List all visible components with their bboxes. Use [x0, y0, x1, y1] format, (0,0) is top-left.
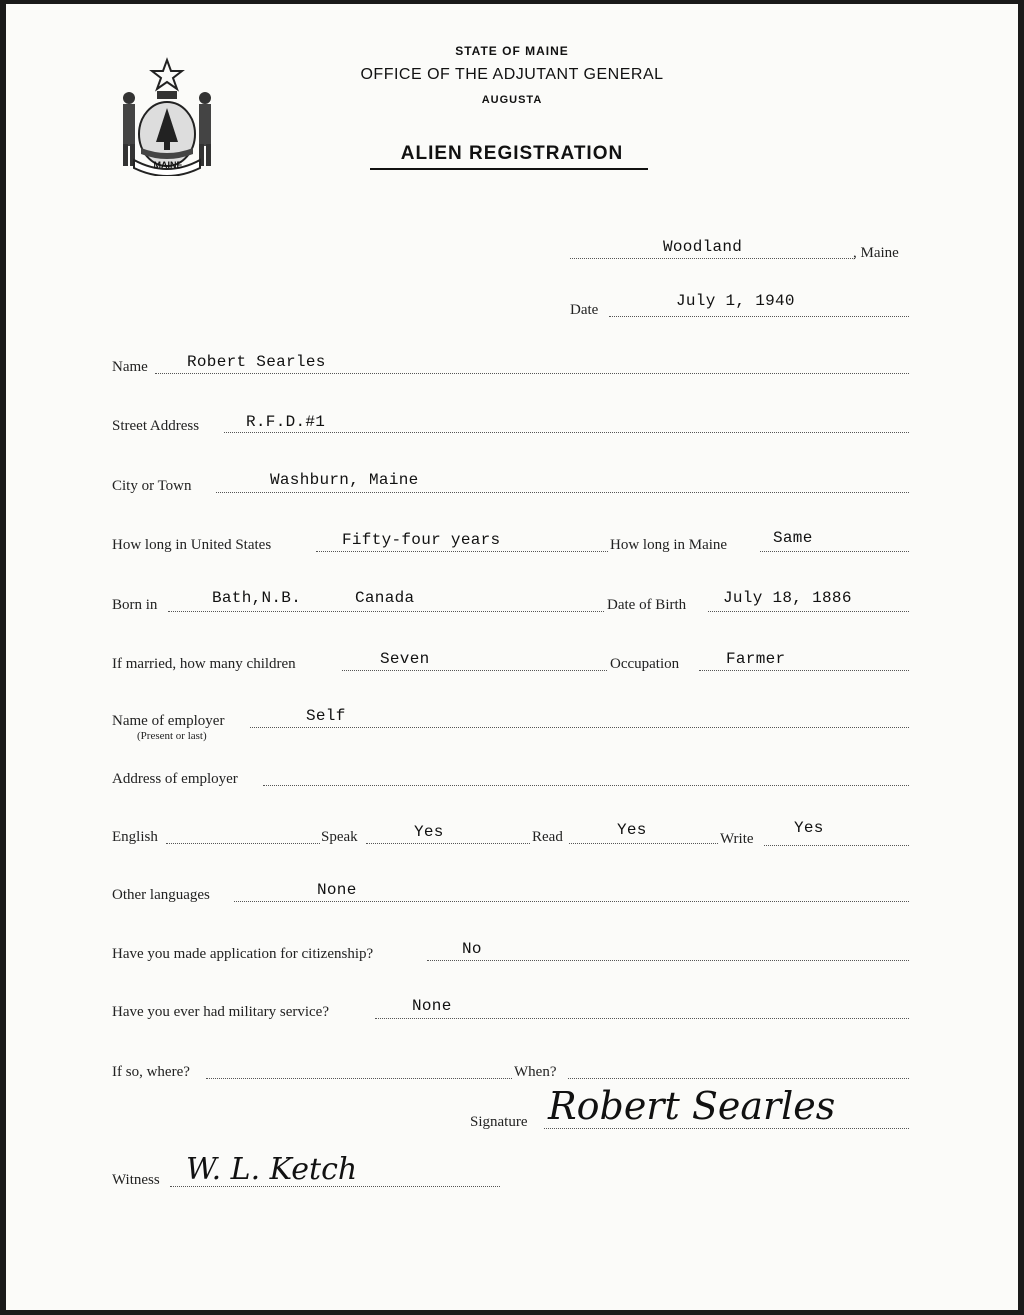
street-value: R.F.D.#1	[246, 413, 326, 431]
children-label: If married, how many children	[112, 656, 296, 672]
city-value: Washburn, Maine	[270, 471, 419, 489]
born-in-place-value: Bath,N.B.	[212, 589, 302, 607]
street-line	[224, 432, 909, 433]
speak-line	[366, 843, 530, 844]
where-line	[206, 1078, 512, 1079]
military-label: Have you ever had military service?	[112, 1004, 329, 1020]
street-label: Street Address	[112, 418, 200, 434]
how-long-us-value: Fifty-four years	[342, 531, 501, 549]
occupation-label: Occupation	[610, 656, 680, 672]
citizenship-label: Have you made application for citizenship?	[112, 946, 374, 962]
born-in-label: Born in	[112, 597, 158, 613]
write-value: Yes	[794, 819, 824, 837]
signature-value: Robert Searles	[548, 1084, 836, 1128]
name-value: Robert Searles	[187, 353, 326, 371]
employer-address-label: Address of employer	[112, 771, 238, 787]
other-languages-value: None	[317, 881, 357, 899]
when-label: When?	[514, 1064, 557, 1080]
other-languages-label: Other languages	[112, 887, 210, 903]
date-line	[609, 316, 909, 317]
english-line	[166, 843, 320, 844]
header-state: STATE OF MAINE	[455, 44, 569, 58]
where-label: If so, where?	[112, 1064, 190, 1080]
read-line	[569, 843, 718, 844]
name-label: Name	[112, 359, 148, 375]
how-long-maine-label: How long in Maine	[610, 537, 728, 553]
occupation-value: Farmer	[726, 650, 786, 668]
witness-label: Witness	[112, 1172, 160, 1188]
signature-line	[544, 1128, 909, 1129]
when-line	[568, 1078, 909, 1079]
dob-value: July 18, 1886	[723, 589, 852, 607]
employer-address-line	[263, 785, 909, 786]
military-line	[375, 1018, 909, 1019]
date-value: July 1, 1940	[676, 292, 795, 310]
read-label: Read	[532, 829, 563, 845]
title-underline	[370, 168, 648, 170]
citizenship-value: No	[462, 940, 482, 958]
employer-sublabel: (Present or last)	[137, 730, 207, 742]
place-value: Woodland	[663, 238, 743, 256]
children-line	[342, 670, 607, 671]
city-line	[216, 492, 909, 493]
employer-value: Self	[306, 707, 346, 725]
speak-value: Yes	[414, 823, 444, 841]
read-value: Yes	[617, 821, 647, 839]
occupation-line	[699, 670, 909, 671]
city-label: City or Town	[112, 478, 192, 494]
date-label: Date	[570, 302, 599, 318]
employer-label: Name of employer	[112, 713, 225, 729]
born-in-country-value: Canada	[355, 589, 415, 607]
write-line	[764, 845, 909, 846]
signature-label: Signature	[470, 1114, 528, 1130]
born-in-line	[168, 611, 604, 612]
how-long-maine-line	[760, 551, 909, 552]
military-value: None	[412, 997, 452, 1015]
witness-value: W. L. Ketch	[186, 1152, 358, 1187]
how-long-maine-value: Same	[773, 529, 813, 547]
english-label: English	[112, 829, 158, 845]
place-line	[570, 258, 855, 259]
other-languages-line	[234, 901, 909, 902]
write-label: Write	[720, 831, 754, 847]
how-long-us-line	[316, 551, 608, 552]
place-suffix: , Maine	[853, 245, 899, 261]
speak-label: Speak	[321, 829, 358, 845]
dob-label: Date of Birth	[607, 597, 687, 613]
header-city: AUGUSTA	[481, 94, 543, 106]
seal-ribbon-text: MAINE	[153, 160, 183, 170]
employer-line	[250, 727, 909, 728]
header-office: OFFICE OF THE ADJUTANT GENERAL	[360, 66, 664, 83]
page-title: ALIEN REGISTRATION	[400, 143, 624, 164]
children-value: Seven	[380, 650, 430, 668]
dob-line	[708, 611, 909, 612]
citizenship-line	[427, 960, 909, 961]
how-long-us-label: How long in United States	[112, 537, 272, 553]
name-line	[155, 373, 909, 374]
